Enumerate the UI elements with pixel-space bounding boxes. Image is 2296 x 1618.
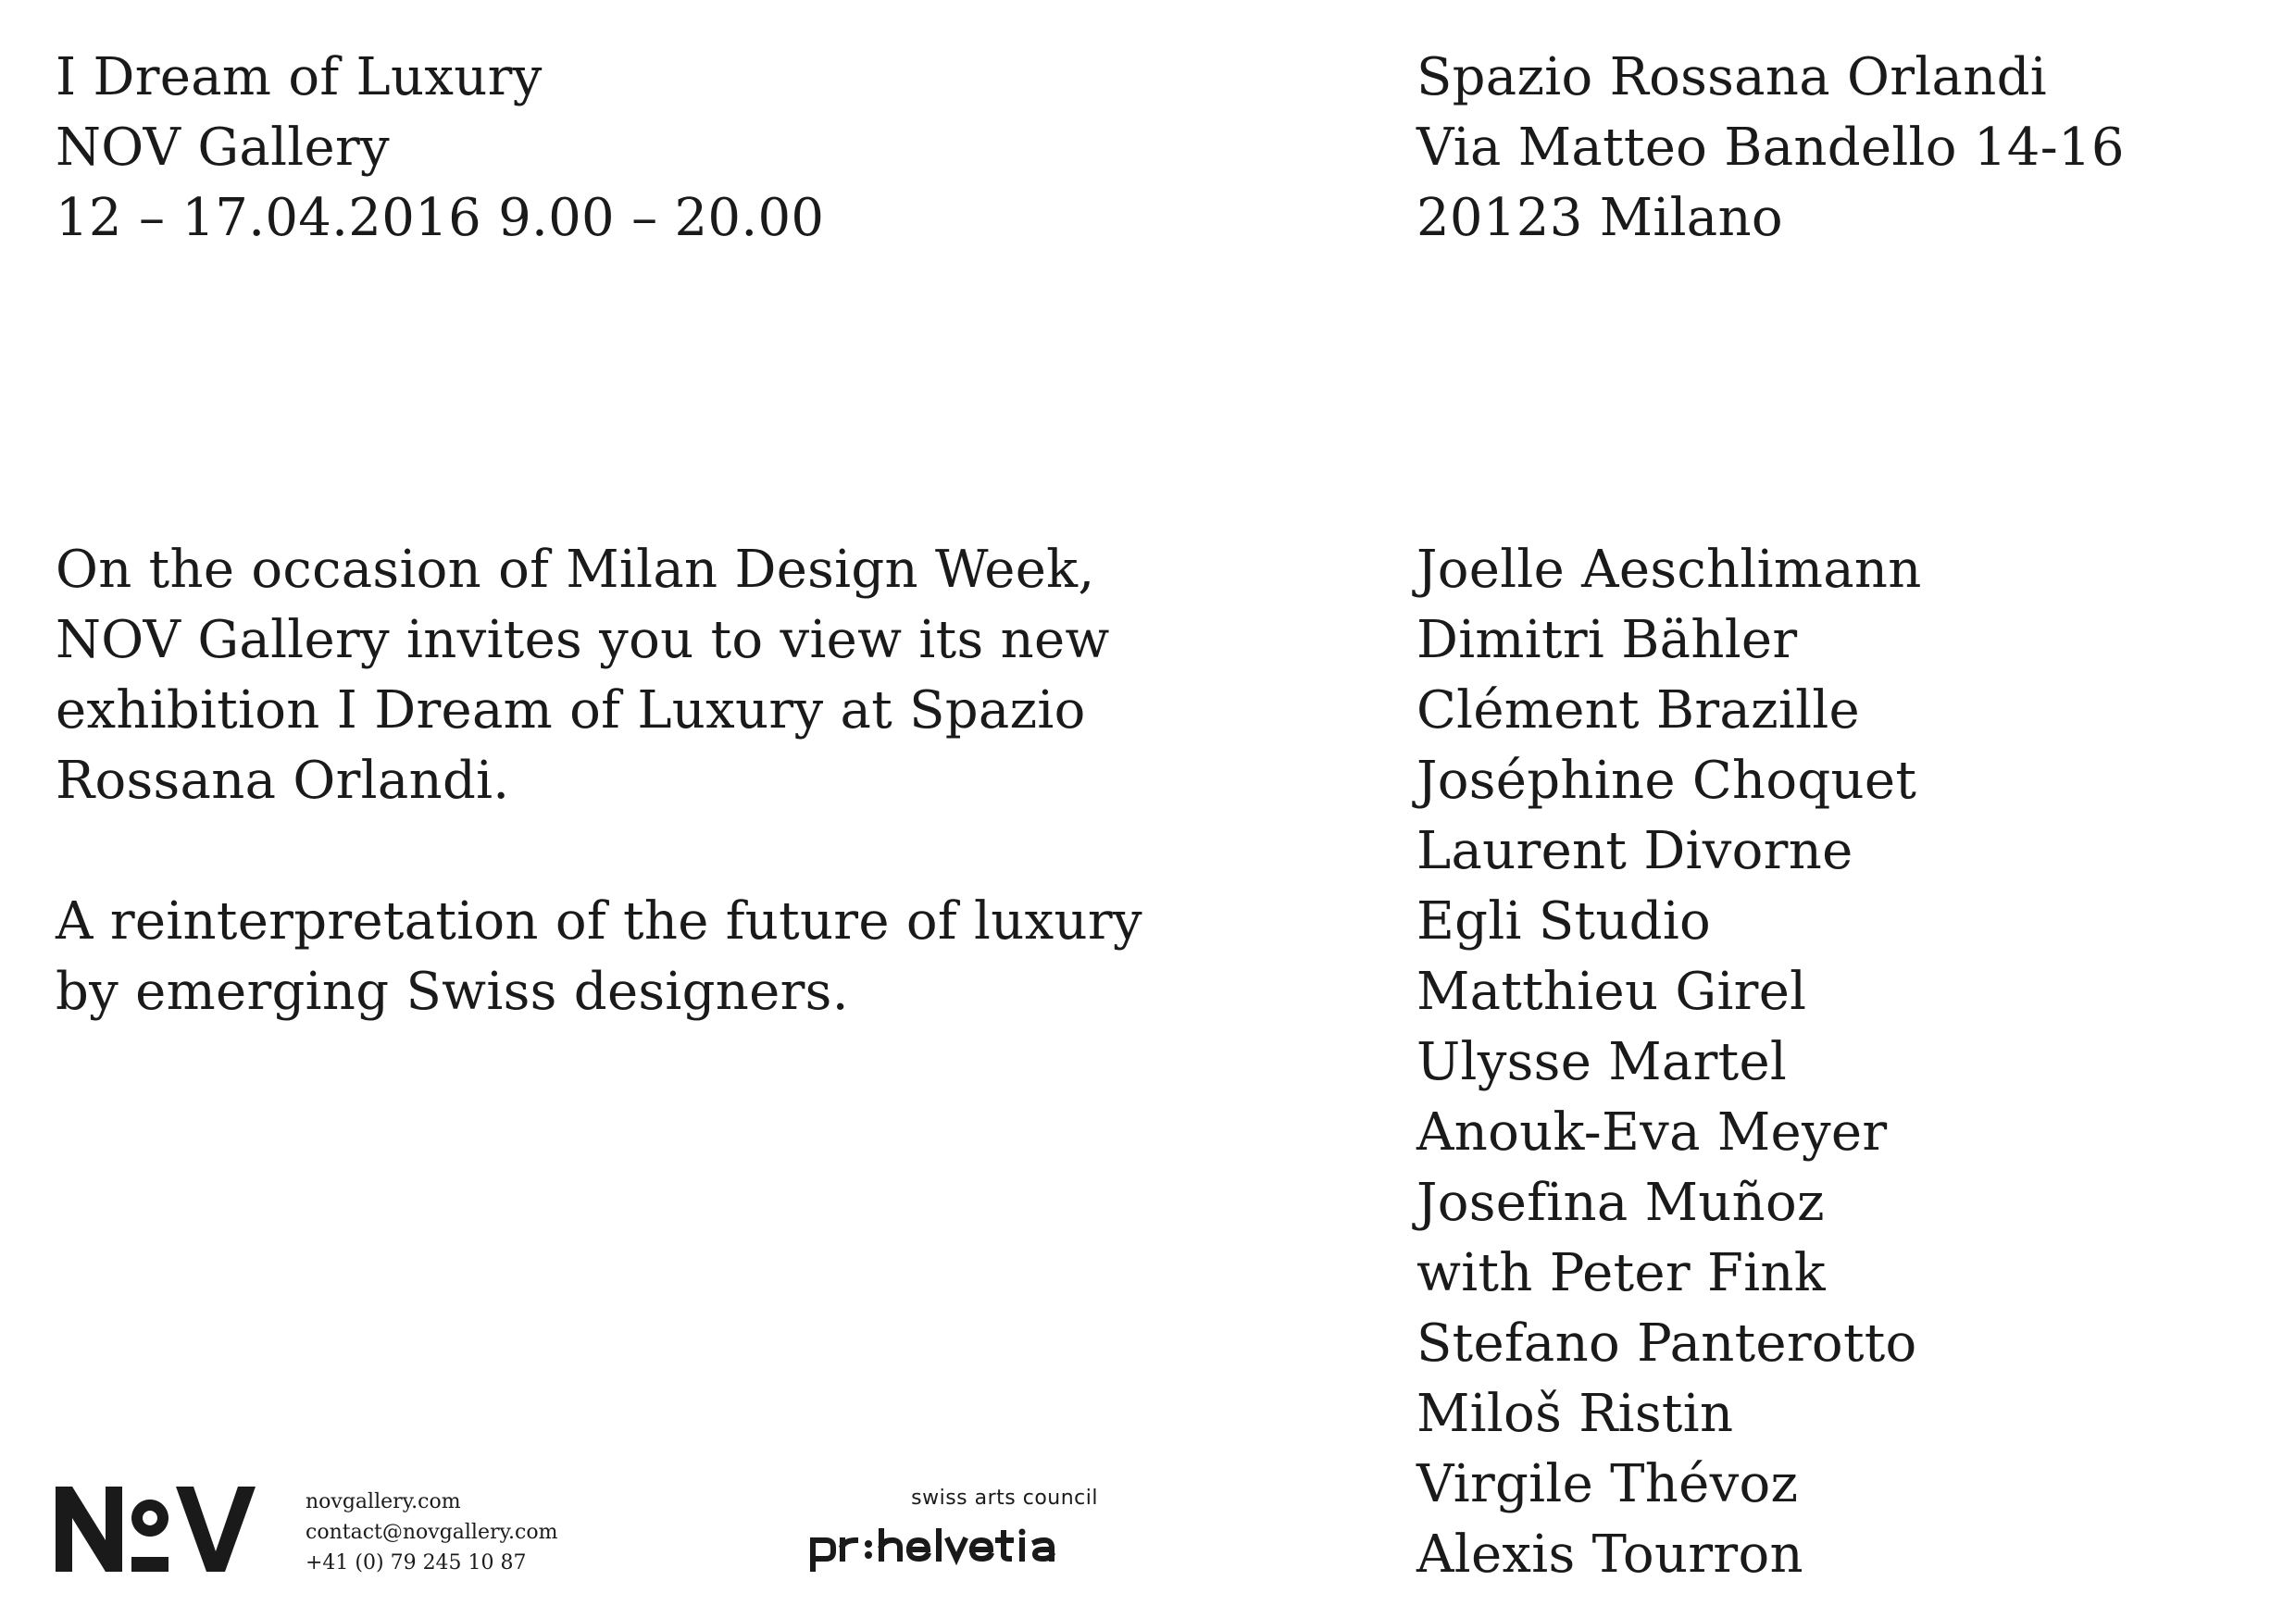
intro-paragraph [56, 535, 1142, 816]
website-link[interactable]: novgallery.com [306, 1490, 461, 1513]
exhibition-title: I Dream of Luxury [56, 47, 543, 107]
designer-list [1416, 535, 1922, 1590]
prohelvetia-logo [809, 1485, 1098, 1572]
designer-name: Dimitri Bähler [1416, 610, 1798, 670]
contact-info [306, 1487, 557, 1578]
designer-name: Joelle Aeschlimann [1416, 540, 1922, 600]
intro-line: A reinterpretation of the future of luxury [56, 891, 1142, 952]
designer-name: Laurent Divorne [1416, 821, 1853, 881]
phone-number: +41 (0) 79 245 10 87 [306, 1551, 527, 1574]
email-link[interactable]: contact@novgallery.com [306, 1521, 558, 1544]
venue-street: Via Matteo Bandello 14-16 [1416, 118, 2125, 178]
gallery-name: NOV Gallery [56, 118, 390, 178]
intro-line: exhibition I Dream of Luxury at Spazio [56, 680, 1086, 741]
designer-name: Virgile Thévoz [1416, 1454, 1799, 1514]
intro-line: Rossana Orlandi. [56, 751, 510, 811]
designer-name: Alexis Tourron [1416, 1525, 1803, 1585]
venue-city: 20123 Milano [1416, 188, 1783, 248]
designer-name: Josefina Muñoz [1416, 1173, 1825, 1233]
intro-paragraph [56, 887, 1142, 1027]
designer-name: with Peter Fink [1416, 1243, 1826, 1303]
venue-address [1416, 43, 2125, 254]
designer-name: Stefano Panterotto [1416, 1313, 1917, 1374]
designer-name: Anouk-Eva Meyer [1416, 1102, 1888, 1163]
designer-name: Miloš Ristin [1416, 1384, 1734, 1444]
exhibition-info [56, 43, 824, 254]
designer-name: Ulysse Martel [1416, 1032, 1788, 1092]
intro-text [56, 535, 1142, 1027]
intro-line: NOV Gallery invites you to view its new [56, 610, 1110, 670]
prohelvetia-wordmark [809, 1527, 1098, 1572]
sponsor-tagline: swiss arts council [911, 1487, 1098, 1510]
intro-line: On the occasion of Milan Design Week, [56, 540, 1095, 600]
exhibition-dates: 12 – 17.04.2016 9.00 – 20.00 [56, 188, 825, 248]
nov-logo [56, 1487, 256, 1572]
intro-line: by emerging Swiss designers. [56, 962, 849, 1022]
designer-name: Matthieu Girel [1416, 962, 1807, 1022]
designer-name: Clément Brazille [1416, 680, 1860, 741]
designer-name: Egli Studio [1416, 891, 1712, 952]
venue-name: Spazio Rossana Orlandi [1416, 47, 2047, 107]
designer-name: Joséphine Choquet [1416, 751, 1917, 811]
